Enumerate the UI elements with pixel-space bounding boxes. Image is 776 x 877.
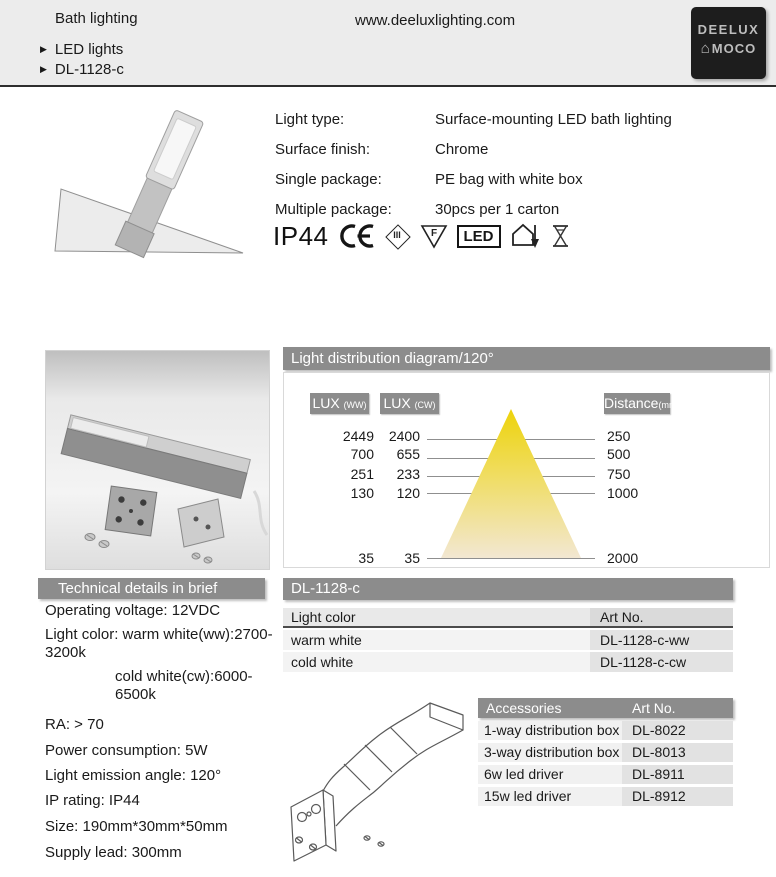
light-color-cell: cold white: [283, 652, 590, 672]
column-header-lux-ww: LUX (WW): [310, 393, 369, 414]
tech-line-supply-lead: Supply lead: 300mm: [45, 844, 182, 861]
page-header: [0, 0, 776, 87]
column-header-light-color: Light color: [283, 608, 590, 626]
light-color-cell: warm white: [283, 630, 590, 650]
spec-label: Surface finish:: [275, 140, 371, 158]
spec-label: Light type:: [275, 110, 345, 128]
lux-ww-value: 700: [350, 446, 374, 462]
product-photo-kit: [45, 350, 270, 570]
spec-row-light-type: [275, 104, 755, 134]
lux-cw-value: 233: [396, 466, 420, 482]
accessory-name-cell: 3-way distribution box: [478, 743, 622, 762]
model-table: [283, 578, 733, 672]
mounted-lamp-illustration: [45, 103, 260, 265]
table-row: [283, 652, 733, 672]
website-link[interactable]: www.deeluxlighting.com: [355, 12, 516, 29]
spec-label: Multiple package:: [275, 200, 392, 218]
model-title-bar: DL-1128-c: [283, 578, 733, 600]
column-header-accessories: Accessories: [486, 700, 562, 716]
accessory-name-cell: 6w led driver: [478, 765, 622, 784]
art-no-cell: DL-1128-c-cw: [590, 652, 733, 672]
lux-ww-value: 251: [350, 466, 374, 482]
logo-line2: ⌂MOCO: [700, 40, 757, 57]
certification-row: [273, 219, 570, 253]
spec-value: Chrome: [435, 140, 489, 158]
table-row: [478, 765, 733, 784]
model-table-header: [283, 608, 733, 628]
tech-line-light-color-ww: Light color: warm white(ww):2700-3200k: [45, 626, 273, 661]
spec-row-single-package: [275, 164, 755, 194]
art-no-cell: DL-8013: [622, 743, 733, 762]
spec-value: Surface-mounting LED bath lighting: [435, 110, 672, 128]
distance-value: 1000: [607, 485, 639, 501]
lux-cw-value: 655: [396, 446, 420, 462]
spec-label: Single package:: [275, 170, 382, 188]
tech-line-light-color-cw: cold white(cw):6000-6500k: [115, 668, 253, 703]
tech-line-ip-rating: IP rating: IP44: [45, 792, 140, 809]
accessories-table: [478, 698, 733, 806]
table-row: [478, 721, 733, 740]
lamp-line-drawing: [262, 690, 472, 865]
technical-details-list: [45, 602, 285, 868]
class-iii-diamond-icon: III: [384, 223, 411, 250]
art-no-cell: DL-8022: [622, 721, 733, 740]
breadcrumb-arrow-icon: ▶: [40, 64, 47, 74]
light-distribution-section: [283, 347, 770, 568]
brand-logo: [691, 7, 766, 79]
house-icon: ⌂: [700, 40, 711, 57]
spec-value: 30pcs per 1 carton: [435, 200, 560, 218]
distance-value: 500: [607, 446, 631, 462]
diagram-title-bar: Light distribution diagram/120°: [283, 347, 770, 370]
table-row: [478, 743, 733, 762]
distance-value: 2000: [607, 550, 639, 566]
accessory-name-cell: 15w led driver: [478, 787, 622, 806]
column-header-art-no: Art No.: [632, 700, 676, 716]
f-mark-triangle-icon: [420, 224, 448, 249]
art-no-cell: DL-8912: [622, 787, 733, 806]
ip-rating-mark: IP44: [273, 220, 329, 251]
table-row: [283, 630, 733, 650]
tech-line-ra: RA: > 70: [45, 716, 104, 733]
art-no-cell: DL-8911: [622, 765, 733, 784]
distance-value: 750: [607, 466, 631, 482]
led-mark: LED: [457, 225, 501, 248]
logo-line1: DEELUX: [697, 22, 760, 37]
spec-list: [275, 104, 755, 224]
house-arrow-icon: [510, 221, 542, 251]
kit-illustration: [46, 351, 269, 569]
breadcrumb-model[interactable]: [40, 61, 124, 78]
lux-ww-value: 35: [358, 550, 374, 566]
breadcrumb-led-lights[interactable]: [40, 41, 123, 58]
technical-details-title-bar: Technical details in brief: [38, 578, 265, 599]
svg-text:F: F: [430, 227, 437, 239]
lux-cw-value: 2400: [388, 428, 420, 444]
column-header-distance: Distance(mm): [604, 393, 670, 414]
column-header-lux-cw: LUX (CW): [380, 393, 439, 414]
lux-ww-value: 2449: [342, 428, 374, 444]
column-header-art-no: Art No.: [590, 608, 733, 626]
spec-value: PE bag with white box: [435, 170, 583, 188]
lux-cw-value: 120: [396, 485, 420, 501]
product-photo-mounted: [45, 103, 260, 265]
breadcrumb-label: DL-1128-c: [54, 61, 124, 78]
accessories-header-bar: [478, 698, 733, 718]
lux-ww-value: 130: [350, 485, 374, 501]
art-no-cell: DL-1128-c-ww: [590, 630, 733, 650]
tech-line-power: Power consumption: 5W: [45, 742, 208, 759]
tech-line-size: Size: 190mm*30mm*50mm: [45, 818, 228, 835]
tech-line-operating-voltage: Operating voltage: 12VDC: [45, 602, 221, 619]
accessory-name-cell: 1-way distribution box: [478, 721, 622, 740]
category-title: Bath lighting: [55, 10, 138, 27]
table-row: [478, 787, 733, 806]
lux-cw-value: 35: [404, 550, 420, 566]
distance-value: 250: [607, 428, 631, 444]
breadcrumb-label: LED lights: [54, 41, 124, 58]
light-beam-cone: [441, 406, 581, 561]
diagram-panel: [283, 372, 770, 568]
spec-row-surface-finish: [275, 134, 755, 164]
tech-line-emission-angle: Light emission angle: 120°: [45, 767, 222, 784]
breadcrumb-arrow-icon: ▶: [40, 44, 47, 54]
hourglass-icon: [551, 223, 570, 249]
ce-mark-icon: [338, 223, 375, 249]
